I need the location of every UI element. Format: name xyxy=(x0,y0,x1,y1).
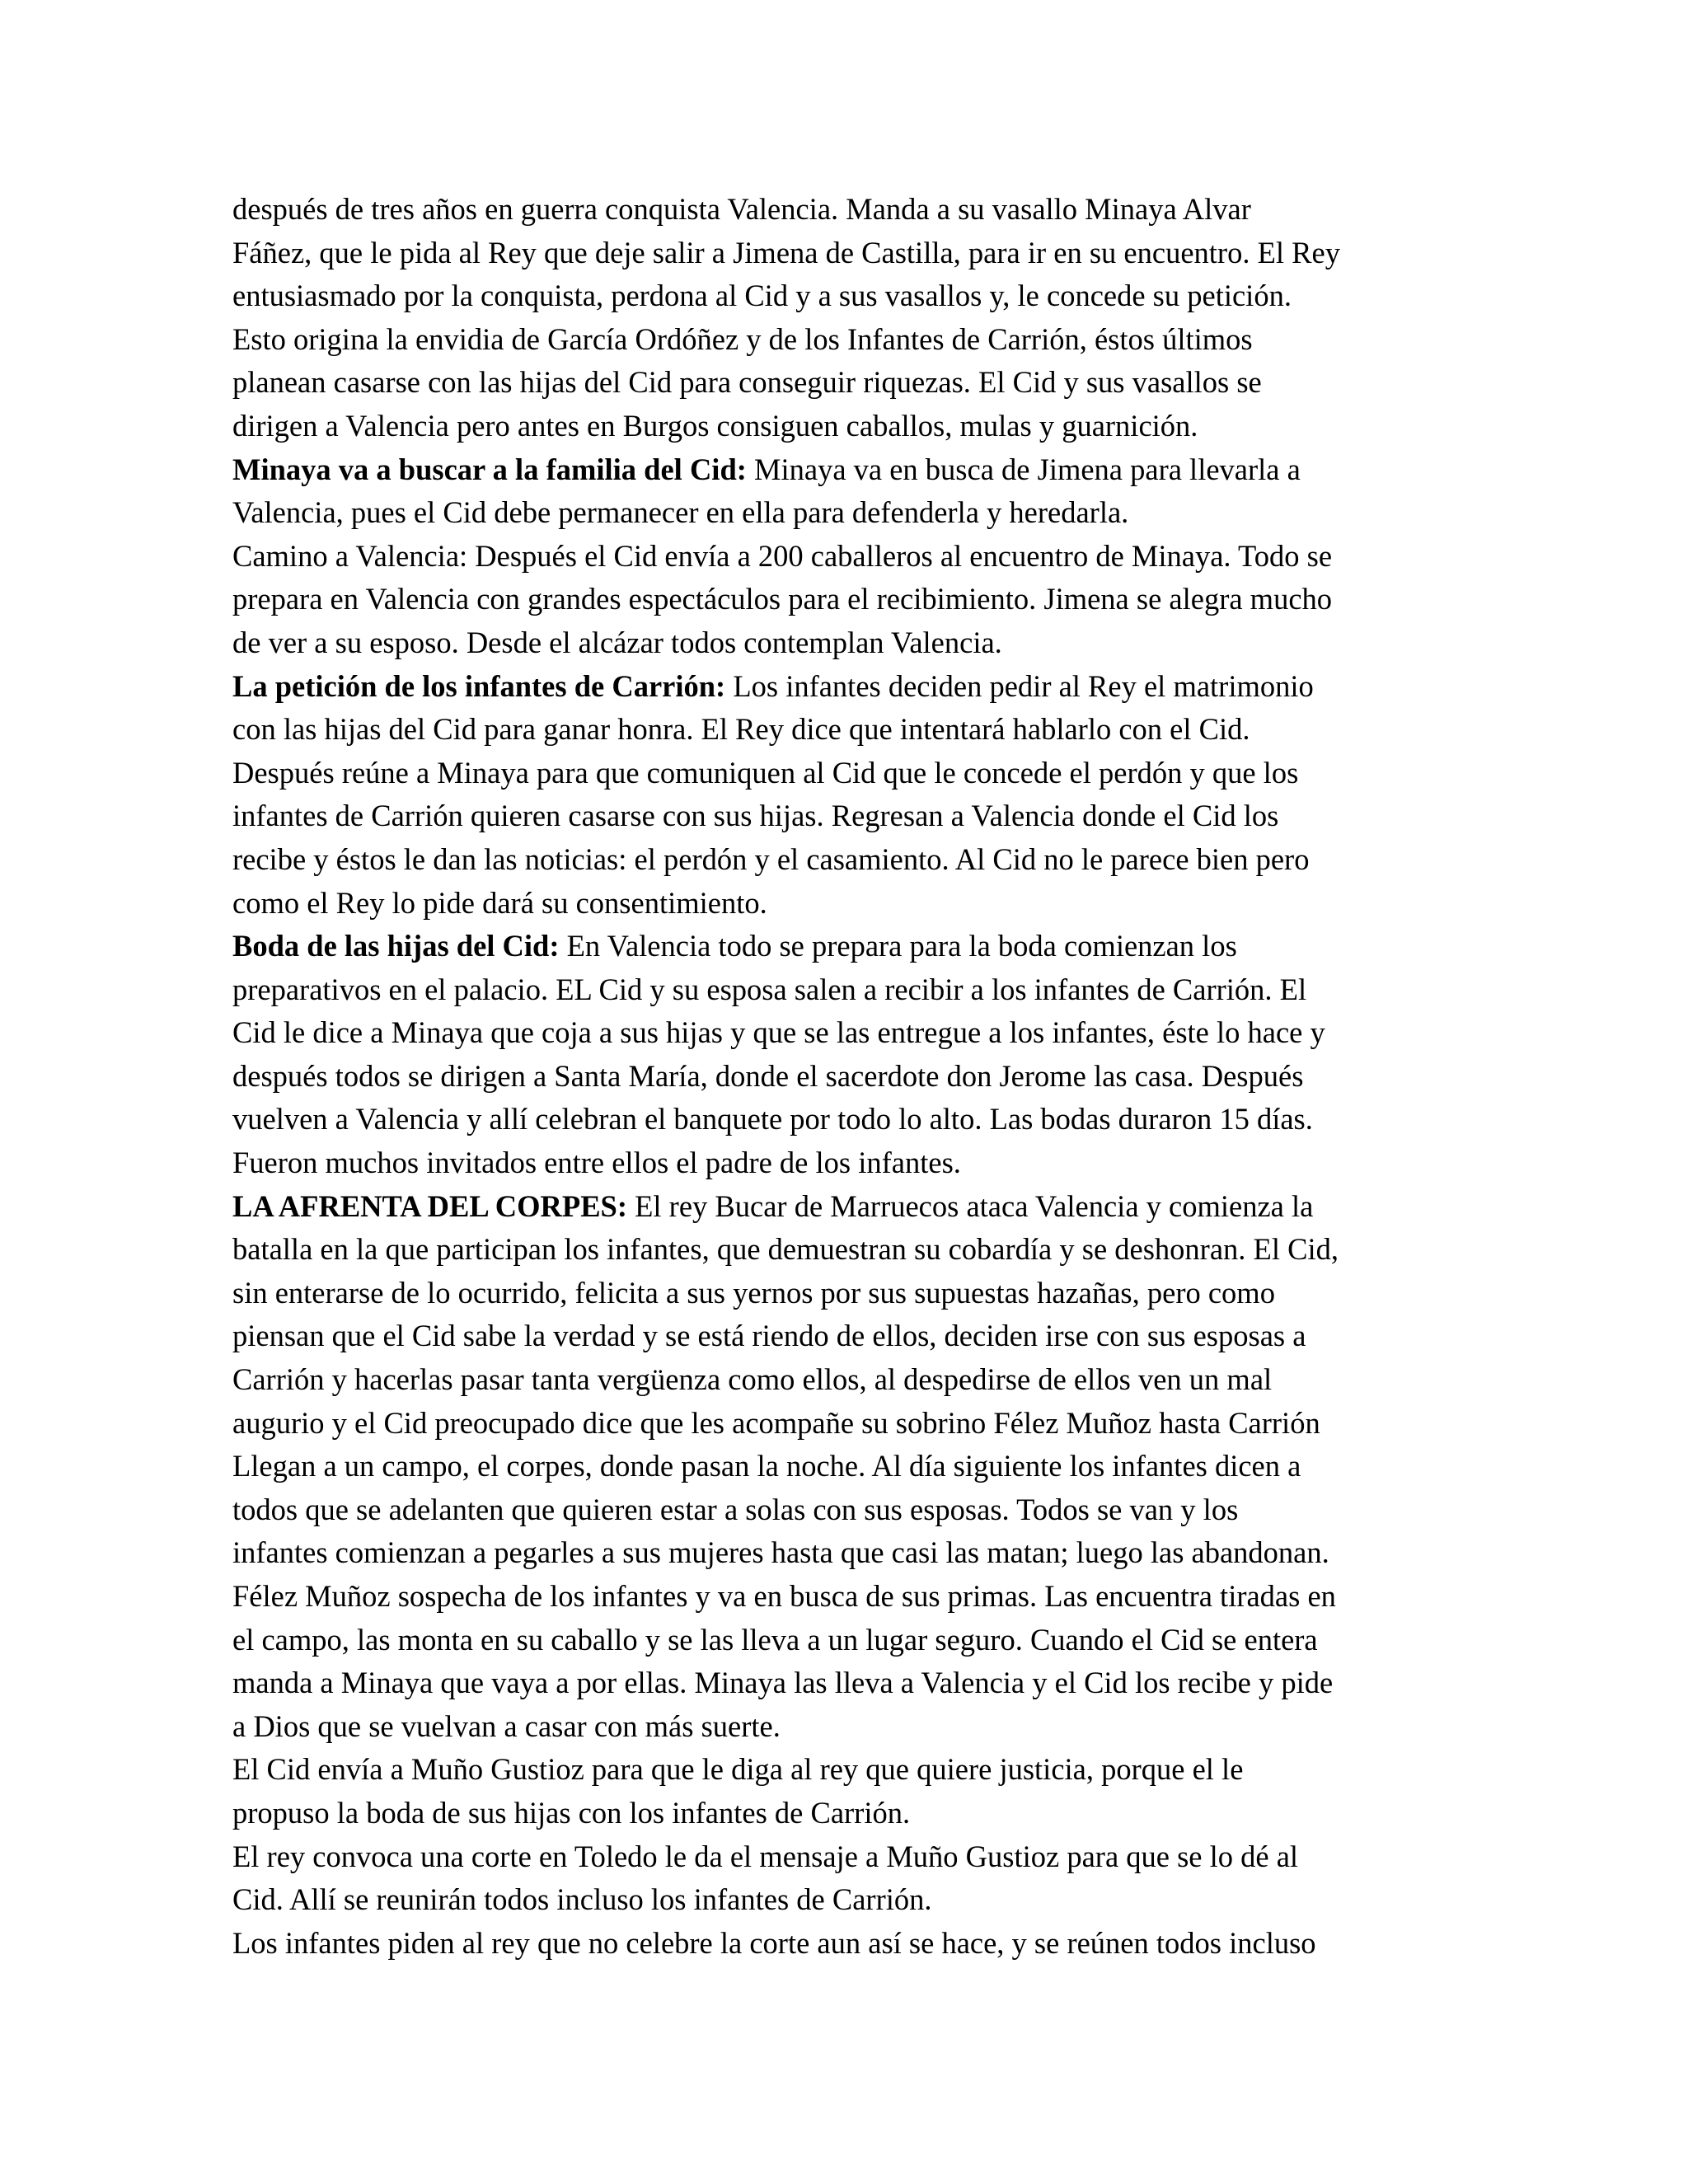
text-line: recibe y éstos le dan las noticias: el perdón y el casamiento. Al Cid no le parece bien pero xyxy=(232,841,1310,876)
text-line: Los infantes piden al rey que no celebre la corte aun así se hace, y se reúnen todos incluso xyxy=(232,1925,1316,1960)
text-line: Después reúne a Minaya para que comuniquen al Cid que le concede el perdón y que los xyxy=(232,755,1299,790)
text-line: batalla en la que participan los infantes, que demuestran su cobardía y se deshonran. El Cid, xyxy=(232,1232,1339,1267)
text-line: Camino a Valencia: Después el Cid envía a 200 caballeros al encuentro de Minaya. Todo se xyxy=(232,538,1333,573)
text-line: El rey convoca una corte en Toledo le da el mensaje a Muño Gustioz para que se lo dé al xyxy=(232,1839,1299,1873)
text-line: manda a Minaya que vaya a por ellas. Minaya las lleva a Valencia y el Cid los recibe y pide xyxy=(232,1666,1334,1700)
text-line: Valencia, pues el Cid debe permanecer en ella para defenderla y heredarla. xyxy=(232,495,1129,530)
text-line: dirigen a Valencia pero antes en Burgos consiguen caballos, mulas y guarnición. xyxy=(232,408,1198,443)
text-line: planean casarse con las hijas del Cid para conseguir riquezas. El Cid y sus vasallos se xyxy=(232,365,1262,400)
text-line: preparativos en el palacio. EL Cid y su esposa salen a recibir a los infantes de Carrión. El xyxy=(232,972,1307,1006)
text-line: con las hijas del Cid para ganar honra. El Rey dice que intentará hablarlo con el Cid. xyxy=(232,712,1250,747)
text-line: después todos se dirigen a Santa María, donde el sacerdote don Jerome las casa. Después xyxy=(232,1058,1304,1093)
text-line: sin enterarse de lo ocurrido, felicita a sus yernos por sus supuestas hazañas, pero como xyxy=(232,1275,1275,1310)
text-run: El rey Bucar de Marruecos ataca Valencia y comienza la xyxy=(627,1188,1314,1223)
text-line: infantes de Carrión quieren casarse con sus hijas. Regresan a Valencia donde el Cid los xyxy=(232,799,1279,833)
text-line: augurio y el Cid preocupado dice que les acompañe su sobrino Félez Muñoz hasta Carrión xyxy=(232,1405,1320,1440)
section-heading: Boda de las hijas del Cid: xyxy=(232,929,560,963)
text-line: Fueron muchos invitados entre ellos el padre de los infantes. xyxy=(232,1146,961,1180)
text-line: propuso la boda de sus hijas con los infantes de Carrión. xyxy=(232,1795,911,1830)
text-run: Los infantes deciden pedir al Rey el matrimonio xyxy=(725,668,1314,703)
text-line: Cid le dice a Minaya que coja a sus hijas y que se las entregue a los infantes, éste lo hace y xyxy=(232,1015,1325,1050)
text-line xyxy=(232,925,1469,968)
body-text xyxy=(232,188,1469,1965)
text-line: el campo, las monta en su caballo y se las lleva a un lugar seguro. Cuando el Cid se entera xyxy=(232,1622,1318,1657)
text-line xyxy=(232,1185,1469,1229)
text-line: Llegan a un campo, el corpes, donde pasan la noche. Al día siguiente los infantes dicen a xyxy=(232,1449,1301,1483)
text-line: después de tres años en guerra conquista Valencia. Manda a su vasallo Minaya Alvar xyxy=(232,192,1251,226)
text-line: Fáñez, que le pida al Rey que deje salir a Jimena de Castilla, para ir en su encuentro. El Rey xyxy=(232,235,1340,269)
text-line: Esto origina la envidia de García Ordóñez y de los Infantes de Carrión, éstos últimos xyxy=(232,321,1253,356)
text-line: piensan que el Cid sabe la verdad y se está riendo de ellos, deciden irse con sus esposas a xyxy=(232,1319,1306,1353)
text-line: vuelven a Valencia y allí celebran el banquete por todo lo alto. Las bodas duraron 15 días. xyxy=(232,1102,1313,1137)
text-line: infantes comienzan a pegarles a sus mujeres hasta que casi las matan; luego las abandonan. xyxy=(232,1535,1329,1570)
text-line: todos que se adelanten que quieren estar a solas con sus esposas. Todos se van y los xyxy=(232,1492,1239,1526)
section-heading: LA AFRENTA DEL CORPES: xyxy=(232,1188,627,1223)
section-heading: Minaya va a buscar a la familia del Cid: xyxy=(232,452,747,486)
text-line: Carrión y hacerlas pasar tanta vergüenza como ellos, al despedirse de ellos ven un mal xyxy=(232,1362,1273,1397)
text-line: de ver a su esposo. Desde el alcázar todos contemplan Valencia. xyxy=(232,625,1002,659)
text-line: entusiasmado por la conquista, perdona al Cid y a sus vasallos y, le concede su petición. xyxy=(232,279,1292,313)
text-line: Félez Muñoz sospecha de los infantes y va en busca de sus primas. Las encuentra tiradas en xyxy=(232,1579,1336,1613)
text-run: Minaya va en busca de Jimena para llevarla a xyxy=(746,452,1301,486)
text-line xyxy=(232,448,1469,492)
text-run: En Valencia todo se prepara para la boda comienzan los xyxy=(559,929,1237,963)
text-line: como el Rey lo pide dará su consentimiento. xyxy=(232,885,767,920)
text-line: prepara en Valencia con grandes espectáculos para el recibimiento. Jimena se alegra mucho xyxy=(232,582,1333,616)
text-line: El Cid envía a Muño Gustioz para que le diga al rey que quiere justicia, porque el le xyxy=(232,1752,1244,1787)
text-line: Cid. Allí se reunirán todos incluso los infantes de Carrión. xyxy=(232,1882,932,1917)
text-line: a Dios que se vuelvan a casar con más suerte. xyxy=(232,1708,781,1743)
text-line xyxy=(232,665,1469,709)
section-heading: La petición de los infantes de Carrión: xyxy=(232,668,726,703)
